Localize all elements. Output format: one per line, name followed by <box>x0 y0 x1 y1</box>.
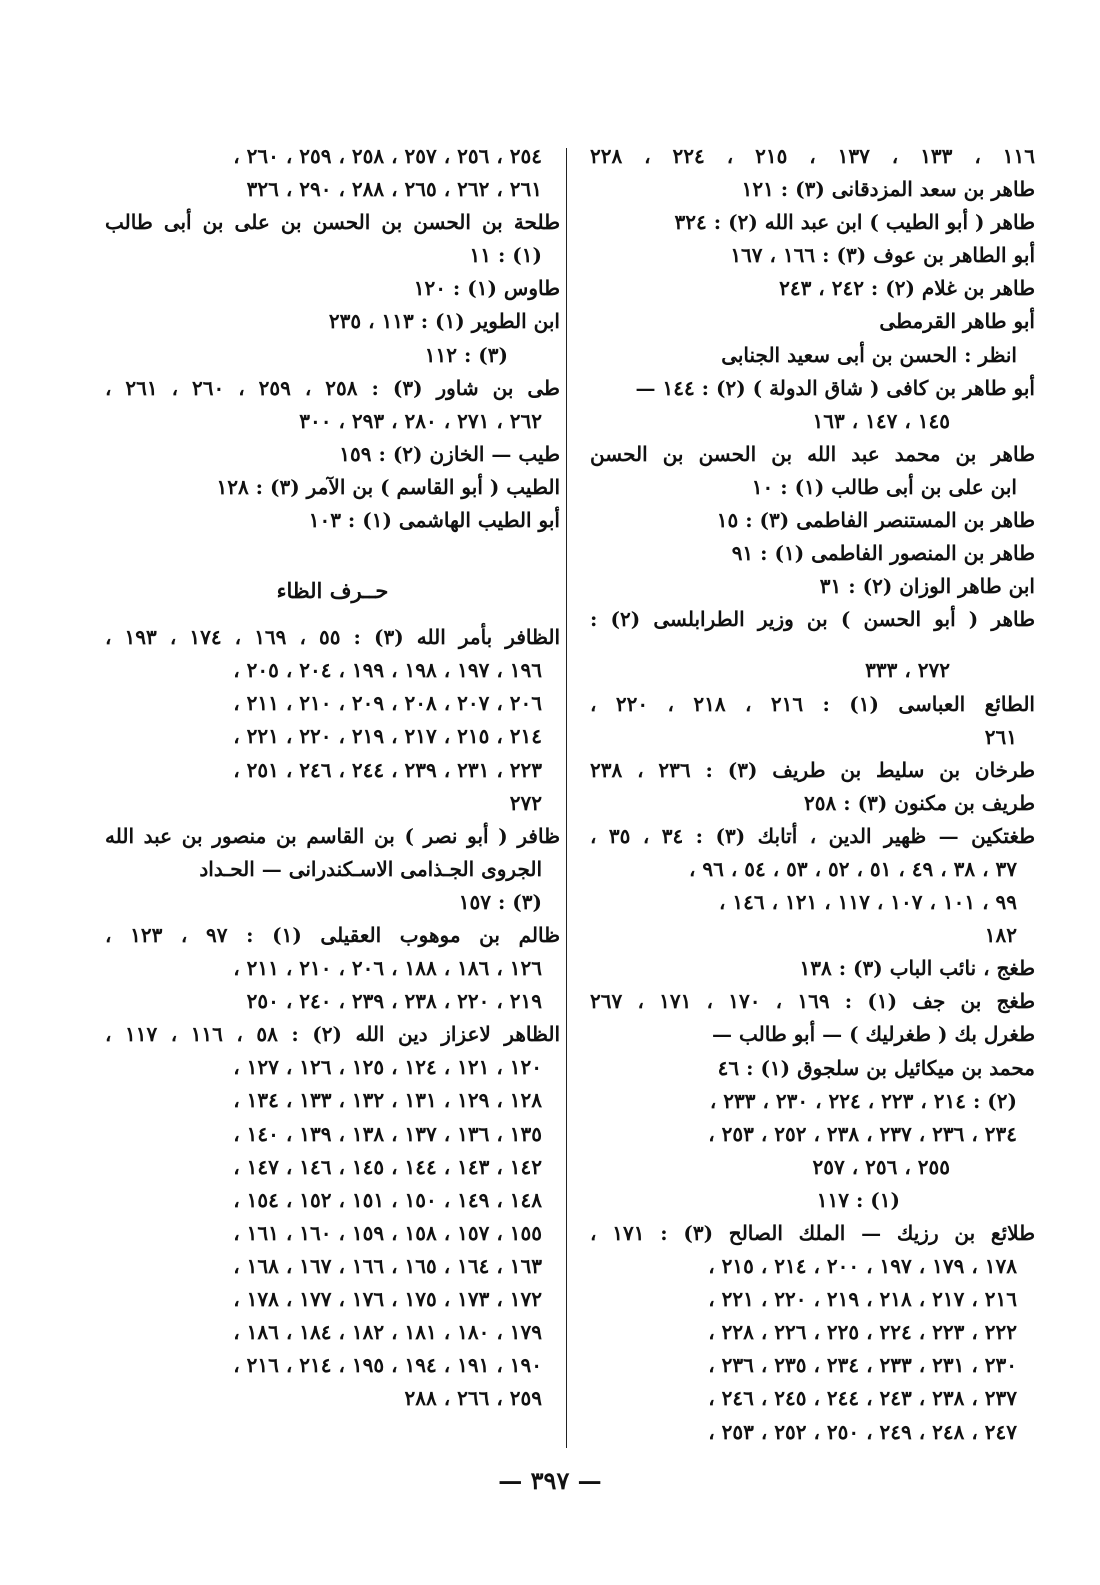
index-line: ١٨٢ <box>984 923 1017 948</box>
index-line: طرخان بن سليط بن طريف (٣) : ٢٣٦ ، ٢٣٨ <box>590 757 1035 782</box>
index-line: ١٤٥ ، ١٤٧ ، ١٦٣ <box>812 408 950 433</box>
index-line: ٢٦٢ ، ٢٧١ ، ٢٨٠ ، ٢٩٣ ، ٣٠٠ <box>299 408 542 433</box>
index-line: طاهر بن محمد عبد الله بن الحسن بن الحسن <box>590 441 1035 466</box>
index-line: طغرل بك ( طغرليك ) — أبو طالب — <box>712 1022 1035 1047</box>
index-line: ١٩٠ ، ١٩١ ، ١٩٤ ، ١٩٥ ، ٢١٤ ، ٢١٦ ، <box>233 1353 542 1378</box>
index-line: ١٧٩ ، ١٨٠ ، ١٨١ ، ١٨٢ ، ١٨٤ ، ١٨٦ ، <box>233 1320 542 1345</box>
index-line: محمد بن ميكائيل بن سلجوق (١) : ٤٦ <box>717 1055 1035 1080</box>
index-line: ٢١٦ ، ٢١٧ ، ٢١٨ ، ٢١٩ ، ٢٢٠ ، ٢٢١ ، <box>708 1287 1017 1312</box>
left-column <box>105 140 560 1415</box>
index-line: طاهر بن المستنصر الفاطمى (٣) : ١٥ <box>716 508 1035 533</box>
index-line: ابن على بن أبى طالب (١) : ١٠ <box>751 474 1017 499</box>
index-line: ١٤٢ ، ١٤٣ ، ١٤٤ ، ١٤٥ ، ١٤٦ ، ١٤٧ ، <box>233 1154 542 1179</box>
index-line: ١٢٠ ، ١٢١ ، ١٢٤ ، ١٢٥ ، ١٢٦ ، ١٢٧ ، <box>233 1055 542 1080</box>
index-line: طلحة بن الحسن بن الحسن بن على بن أبى طالب <box>105 210 560 235</box>
index-line: طاهر ( أبو الطيب ) ابن عبد الله (٢) : ٣٢٤ <box>674 210 1035 235</box>
index-line: ١٧٨ ، ١٧٩ ، ١٩٧ ، ٢٠٠ ، ٢١٤ ، ٢١٥ ، <box>708 1254 1017 1279</box>
index-line: طغتكين — ظهير الدين ، أتابك (٣) : ٣٤ ، ٣٥ ، <box>590 823 1035 848</box>
index-line: (١) : ١١ <box>469 243 542 268</box>
index-line: الظاهر لاعزاز دين الله (٢) : ٥٨ ، ١١٦ ، ١١٧ ، <box>105 1022 560 1047</box>
index-line: ١١٦ ، ١٣٣ ، ١٣٧ ، ٢١٥ ، ٢٢٤ ، ٢٢٨ <box>590 144 1035 168</box>
index-line: ١٢٨ ، ١٢٩ ، ١٣١ ، ١٣٢ ، ١٣٣ ، ١٣٤ ، <box>233 1088 542 1113</box>
index-line: ٢٧٢ ، ٣٣٣ <box>865 658 950 683</box>
section-heading: حــرف الظاء <box>276 578 389 604</box>
index-line: الظافر بأمر الله (٣) : ٥٥ ، ١٦٩ ، ١٧٤ ، ١٩٣ ، <box>105 625 560 650</box>
index-line: ٢٦١ ، ٢٦٢ ، ٢٦٥ ، ٢٨٨ ، ٢٩٠ ، ٣٢٦ <box>246 177 542 202</box>
index-line: طغج ، نائب الباب (٣) : ١٣٨ <box>799 956 1035 981</box>
index-line: طلائع بن رزيك — الملك الصالح (٣) : ١٧١ ، <box>590 1221 1035 1245</box>
left-column-bottom <box>105 621 560 1415</box>
index-line: ٢٣٤ ، ٢٣٦ ، ٢٣٧ ، ٢٣٨ ، ٢٥٢ ، ٢٥٣ ، <box>708 1121 1017 1146</box>
index-line: أبو الطاهر بن عوف (٣) : ١٦٦ ، ١٦٧ <box>730 243 1035 268</box>
column-divider <box>566 148 567 1448</box>
index-line: ابن طاهر الوزان (٢) : ٣١ <box>819 574 1035 599</box>
index-line: ٢٣٧ ، ٢٣٨ ، ٢٤٣ ، ٢٤٤ ، ٢٤٥ ، ٢٤٦ ، <box>708 1386 1017 1411</box>
index-line: ٩٩ ، ١٠١ ، ١٠٧ ، ١١٧ ، ١٢١ ، ١٤٦ ، <box>718 890 1017 915</box>
index-line: ٢٢٢ ، ٢٢٣ ، ٢٢٤ ، ٢٢٥ ، ٢٢٦ ، ٢٢٨ ، <box>708 1320 1017 1345</box>
left-column-top <box>105 140 560 537</box>
index-line: ٢٦١ <box>984 724 1017 749</box>
index-line: ٢١٩ ، ٢٢٠ ، ٢٣٨ ، ٢٣٩ ، ٢٤٠ ، ٢٥٠ <box>246 989 542 1014</box>
index-line: أبو طاهر بن كافى ( شاق الدولة ) (٢) : ١٤٤ — <box>635 375 1035 400</box>
index-line: ٢٣٠ ، ٢٣١ ، ٢٣٣ ، ٢٣٤ ، ٢٣٥ ، ٢٣٦ ، <box>708 1353 1017 1378</box>
index-line: ٢٧٢ <box>509 790 542 815</box>
index-line: ٢٥٤ ، ٢٥٦ ، ٢٥٧ ، ٢٥٨ ، ٢٥٩ ، ٢٦٠ ، <box>233 144 542 168</box>
index-line: ٢٥٥ ، ٢٥٦ ، ٢٥٧ <box>812 1154 950 1179</box>
index-line: ٢٢٣ ، ٢٣١ ، ٢٣٩ ، ٢٤٤ ، ٢٤٦ ، ٢٥١ ، <box>233 757 542 782</box>
index-line: طاهر بن غلام (٢) : ٢٤٢ ، ٢٤٣ <box>779 276 1035 301</box>
index-line: ١٧٢ ، ١٧٣ ، ١٧٥ ، ١٧٦ ، ١٧٧ ، ١٧٨ ، <box>233 1287 542 1311</box>
index-line: ٢٥٩ ، ٢٦٦ ، ٢٨٨ <box>404 1386 542 1411</box>
index-line: (٢) : ٢١٤ ، ٢٢٣ ، ٢٢٤ ، ٢٣٠ ، ٢٣٣ ، <box>709 1088 1017 1113</box>
right-column <box>590 140 1035 1449</box>
page-number: — ٣٩٧ — <box>498 1466 602 1495</box>
index-line: ١٥٥ ، ١٥٧ ، ١٥٨ ، ١٥٩ ، ١٦٠ ، ١٦١ ، <box>233 1220 542 1245</box>
index-line: ١٢٦ ، ١٨٦ ، ١٨٨ ، ٢٠٦ ، ٢١٠ ، ٢١١ ، <box>233 956 542 981</box>
index-line: ١٩٦ ، ١٩٧ ، ١٩٨ ، ١٩٩ ، ٢٠٤ ، ٢٠٥ ، <box>233 658 542 683</box>
index-line: ظافر ( أبو نصر ) بن القاسم بن منصور بن عبد الله <box>105 823 560 848</box>
index-line: ٢١٤ ، ٢١٥ ، ٢١٧ ، ٢١٩ ، ٢٢٠ ، ٢٢١ ، <box>233 724 542 749</box>
index-line: طاهر بن سعد المزدقانى (٣) : ١٢١ <box>741 177 1035 202</box>
index-line: طاهر ( أبو الحسن ) بن وزير الطرابلسى (٢) : <box>590 607 1035 632</box>
index-line: أبو طاهر القرمطى <box>879 309 1035 334</box>
index-line: طغج بن جف (١) : ١٦٩ ، ١٧٠ ، ١٧١ ، ٢٦٧ <box>590 989 1035 1014</box>
index-line: انظر : الحسن بن أبى سعيد الجنابى <box>721 342 1017 367</box>
index-line: (١) : ١١٧ <box>816 1187 900 1212</box>
index-line: طى بن شاور (٣) : ٢٥٨ ، ٢٥٩ ، ٢٦٠ ، ٢٦١ ، <box>105 375 560 400</box>
index-line: طريف بن مكنون (٣) : ٢٥٨ <box>804 790 1035 815</box>
index-line: (٣) : ١٥٧ <box>458 889 542 914</box>
index-line: طاهر بن المنصور الفاطمى (١) : ٩١ <box>731 541 1035 566</box>
index-line: ٢٤٧ ، ٢٤٨ ، ٢٤٩ ، ٢٥٠ ، ٢٥٢ ، ٢٥٣ ، <box>708 1419 1017 1444</box>
index-line: أبو الطيب الهاشمى (١) : ١٠٣ <box>308 508 560 533</box>
index-line: طيب — الخازن (٢) : ١٥٩ <box>339 441 560 466</box>
index-line: ٣٧ ، ٣٨ ، ٤٩ ، ٥١ ، ٥٢ ، ٥٣ ، ٥٤ ، ٩٦ ، <box>688 856 1017 881</box>
index-line: ظالم بن موهوب العقيلى (١) : ٩٧ ، ١٢٣ ، <box>105 922 560 947</box>
index-line: الجروى الجـذامى الاسـكندرانى — الحـداد <box>199 856 542 881</box>
index-line: ١٤٨ ، ١٤٩ ، ١٥٠ ، ١٥١ ، ١٥٢ ، ١٥٤ ، <box>233 1187 542 1212</box>
index-line: (٣) : ١١٢ <box>424 342 508 367</box>
index-line: ٢٠٦ ، ٢٠٧ ، ٢٠٨ ، ٢٠٩ ، ٢١٠ ، ٢١١ ، <box>233 691 542 716</box>
index-line: الطيب ( أبو القاسم ) بن الآمر (٣) : ١٢٨ <box>216 474 560 499</box>
index-line: ابن الطوير (١) : ١١٣ ، ٢٣٥ <box>328 309 560 334</box>
index-line: ١٣٥ ، ١٣٦ ، ١٣٧ ، ١٣٨ ، ١٣٩ ، ١٤٠ ، <box>233 1121 542 1146</box>
index-line: الطائع العباسى (١) : ٢١٦ ، ٢١٨ ، ٢٢٠ ، <box>590 691 1035 716</box>
index-line: طاوس (١) : ١٢٠ <box>413 276 560 301</box>
index-line: ١٦٣ ، ١٦٤ ، ١٦٥ ، ١٦٦ ، ١٦٧ ، ١٦٨ ، <box>233 1253 542 1278</box>
